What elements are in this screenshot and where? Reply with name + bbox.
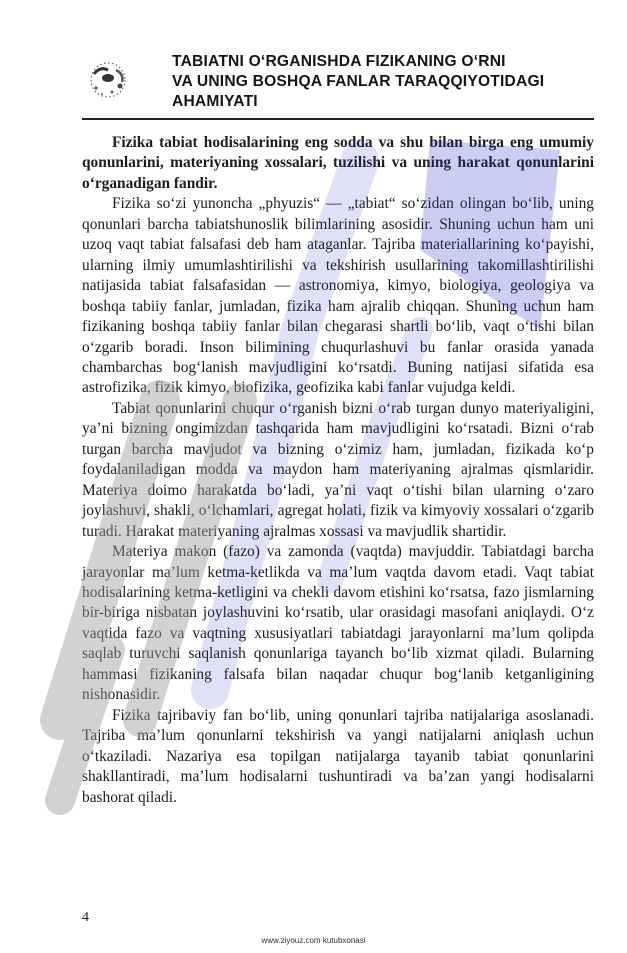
paragraph: Fizika so‘zi yunoncha „phyuzis“ — „tabiat“ so‘zidan olingan bo‘lib, uning qonunlari barcha tabiatshunoslik bilimlarining asosidir. Shuning uchun ham uni uzoq vaqt tabiat falsafasi deb ham ataganlar. Tajriba materiallarining ko‘payishi, ularning ilmiy umumlashtirilishi va tekshirish usullarining takomillashtirilishi natijasida tabiat falsafasidan — astronomiya, kimyo, biologiya, geologiya va boshqa tabiiy fanlar, jumladan, fizika ham ajralib chiqqan. Shuning uchun ham fizikaning boshqa tabiiy fanlar bilan chegarasi shartli bo‘lib, vaqt o‘tishi bilan o‘zgarib boradi. Inson bilimining chuqurlashuvi bu fanlar orasida yanada chambarchas bog‘lanish mavjudligini ko‘rsatdi. Buning natijasi sifatida esa astrofizika, fizik kimyo, biofizika, geofizika kabi fanlar vujudga keldi. [82,195,594,397]
page-title [172,52,602,112]
paragraph: Tabiat qonunlarini chuqur o‘rganish bizni o‘rab turgan dunyo materiyaligini, ya’ni bizning ongimizdan tashqarida ham mavjudligini ko‘rsatadi. Bizni o‘rab turgan barcha mavjudot va bizning o‘zimiz ham, jumladan, fizikada ko‘p foydalaniladigan modda va maydon ham materiyaning ajralmas qismlaridir. Materiya doimo harakatda bo‘ladi, ya’ni vaqt o‘tishi bilan ularning o‘zaro joylashuvi, shakli, o‘lchamlari, agregat holati, fizik va kimyoviy xossalari o‘zgarib turadi. Harakat materiyaning ajralmas xossasi va mavjudlik shartidir. [82,399,594,540]
title-line: AHAMIYATI [172,93,258,110]
title-line: VA UNING BOSHQA FANLAR TARAQQIYOTIDAGI [172,73,545,90]
page-number: 4 [82,910,89,925]
lead-paragraph: Fizika tabiat hodisalarining eng sodda va shu bilan birga eng umumiy qonunlarini, materiyaning xossalari, tuzilishi va uning harakat qonunlarini o‘rganadigan fandir. [82,134,594,192]
footer-url: www.ziyouz.com kutubxonasi [261,936,366,945]
body-text [82,133,594,808]
title-line: TABIATNI O‘RGANISHDA FIZIKANING O‘RNI [172,53,506,70]
book-logo-icon [84,56,132,104]
paragraph: Materiya makon (fazo) va zamonda (vaqtda) mavjuddir. Tabiatdagi barcha jarayonlar ma’lum ketma-ketlikda va ma’lum vaqtda davom etadi. Vaqt tabiat hodisalarining ketma-ketligini va chekli davom etishini ko‘rsatsa, fazo jismlarning bir-biriga nisbatan joylashuvini ko‘rsatib, ular orasidagi masofani aniqlaydi. O‘z vaqtida fazo va vaqtning xususiyatlari tabiatdagi jarayonlarni ma’lum qolipda saqlab turuvchi saqlanish qonunlariga tayanch bo‘lib xizmat qiladi. Bularning hammasi fizikaning falsafa bilan naqadar chuqur bog‘lanib ketganligining nishonasidir. [82,543,594,704]
paragraph: Fizika tajribaviy fan bo‘lib, uning qonunlari tajriba natijalariga asoslanadi. Tajriba ma’lum qonunlarni tekshirish va yangi natijalarni aniqlash uchun o‘tkaziladi. Nazariya esa topilgan natijalarga tayanib tabiat qonunlarini shakllantiradi, ma’lum hodisalarni tushuntiradi va ba’zan yangi hodisalarni bashorat qiladi. [82,706,594,806]
header-divider [82,118,594,120]
